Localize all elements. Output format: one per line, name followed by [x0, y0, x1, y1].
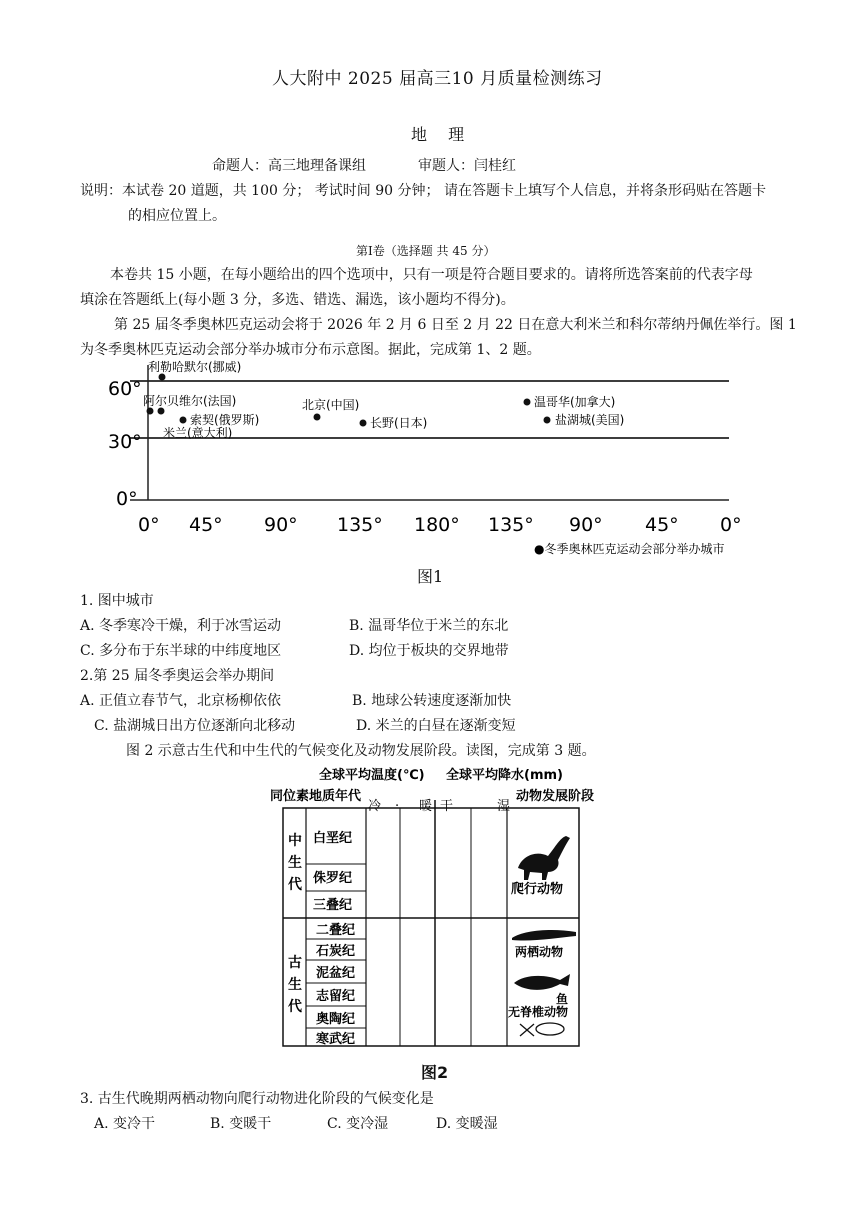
animal-label: 爬行动物: [511, 882, 564, 897]
q1-option-d[interactable]: D. 均位于板块的交界地带: [349, 643, 509, 659]
x-tick-label: 90°: [569, 514, 603, 536]
label-warm: 暖: [419, 799, 433, 814]
era-label: 代: [288, 999, 302, 1015]
city-label: 盐湖城(美国): [555, 413, 625, 427]
city-marker: [544, 417, 551, 424]
city-label: 阿尔贝维尔(法国): [143, 394, 237, 408]
q3-stem: 3. 古生代晚期两栖动物向爬行动物进化阶段的气候变化是: [80, 1091, 434, 1107]
city-marker: [159, 374, 166, 381]
q1-option-a[interactable]: A. 冬季寒冷干燥，利于冰雪运动: [80, 618, 282, 634]
q1-option-b[interactable]: B. 温哥华位于米兰的东北: [349, 618, 509, 634]
label-wet: 湿: [497, 799, 511, 814]
period-label: 侏罗纪: [313, 871, 353, 886]
city-marker: [524, 399, 531, 406]
city-marker: [147, 408, 154, 415]
header-precipitation: 全球平均降水(mm): [446, 768, 563, 783]
header-temperature: 全球平均温度(℃): [319, 768, 425, 783]
q2-option-d[interactable]: D. 米兰的白昼在逐渐变短: [356, 718, 516, 734]
figure-1-caption: 图1: [417, 567, 444, 586]
header-geologic-age: 同位素地质年代: [270, 789, 362, 804]
invertebrate-icon: [520, 1023, 564, 1036]
city-label: 长野(日本): [370, 416, 428, 430]
x-tick-label: 90°: [264, 514, 298, 536]
q3-option-b[interactable]: B. 变暖干: [210, 1116, 272, 1132]
figure-1-legend: ●冬季奥林匹克运动会部分举办城市: [534, 542, 725, 556]
page-title: 人大附中 2025 届高三10 月质量检测练习: [272, 69, 603, 89]
x-tick-label: 135°: [488, 514, 534, 536]
q1-stem: 1. 图中城市: [80, 593, 154, 609]
city-marker: [314, 414, 321, 421]
city-label: 米兰(意大利): [163, 426, 233, 440]
q3-option-d[interactable]: D. 变暖湿: [436, 1116, 498, 1132]
x-tick-label: 45°: [645, 514, 679, 536]
animal-label: 鱼: [556, 992, 569, 1006]
figure-2-caption: 图2: [421, 1063, 449, 1082]
label-dry: 干: [440, 799, 454, 814]
instructions-line-1: 说明：本试卷 20 道题，共 100 分； 考试时间 90 分钟； 请在答题卡上填写个人信息，并将条形码贴在答题卡: [80, 183, 766, 199]
period-label: 二叠纪: [316, 923, 356, 938]
svg-text:·: ·: [395, 799, 400, 814]
city-label: 索契(俄罗斯): [190, 413, 260, 427]
x-tick-label: 45°: [189, 514, 223, 536]
x-tick-label: 180°: [414, 514, 460, 536]
section-title: 第Ⅰ卷（选择题 共 45 分）: [356, 244, 496, 258]
city-label: 北京(中国): [302, 398, 360, 412]
y-tick-label: 60°: [108, 378, 142, 400]
subject-title: 地 理: [411, 125, 473, 144]
fish-icon: [514, 974, 570, 990]
period-label: 奥陶纪: [316, 1012, 356, 1027]
dinosaur-icon: [518, 836, 570, 880]
x-tick-label: 0°: [720, 514, 742, 536]
header-animal-stage: 动物发展阶段: [516, 789, 595, 804]
q2-option-c[interactable]: C. 盐湖城日出方位逐渐向北移动: [94, 718, 296, 734]
city-label: 利勒哈默尔(挪威): [148, 360, 242, 374]
y-tick-label: 0°: [116, 488, 138, 510]
q2-option-b[interactable]: B. 地球公转速度逐渐加快: [352, 693, 512, 709]
city-marker: [360, 420, 367, 427]
animal-label: 无脊椎动物: [508, 1005, 569, 1019]
q1-option-c[interactable]: C. 多分布于东半球的中纬度地区: [80, 643, 282, 659]
instructions-line-2: 的相应位置上。: [128, 208, 226, 224]
era-label: 代: [288, 877, 302, 893]
q2-stem: 2.第 25 届冬季奥运会举办期间: [80, 668, 275, 684]
authors: 命题人：高三地理备课组: [212, 158, 366, 174]
era-label: 中: [288, 833, 302, 849]
city-label: 温哥华(加拿大): [534, 395, 616, 409]
figure-2-chart: [0, 760, 867, 1090]
era-label: 古: [288, 955, 302, 971]
period-label: 白垩纪: [313, 831, 353, 846]
section-intro-1: 本卷共 15 小题，在每小题给出的四个选项中，只有一项是符合题目要求的。请将所选答案前的代表字母: [110, 267, 753, 283]
city-marker: [158, 408, 165, 415]
q2-option-a[interactable]: A. 正值立春节气，北京杨柳依依: [80, 693, 282, 709]
era-label: 生: [288, 855, 302, 871]
period-label: 志留纪: [316, 989, 356, 1004]
figure-1-map: [0, 355, 867, 565]
period-label: 寒武纪: [316, 1032, 356, 1047]
x-tick-label: 0°: [138, 514, 160, 536]
period-label: 石炭纪: [316, 944, 356, 959]
q3-option-a[interactable]: A. 变冷干: [94, 1116, 156, 1132]
period-label: 泥盆纪: [316, 966, 356, 981]
figure-2-intro: 图 2 示意古生代和中生代的气候变化及动物发展阶段。读图，完成第 3 题。: [126, 743, 596, 759]
q3-option-c[interactable]: C. 变冷湿: [327, 1116, 389, 1132]
context-line-1: 第 25 届冬季奥林匹克运动会将于 2026 年 2 月 6 日至 2 月 22 日在意大利米兰和科尔蒂纳丹佩佐举行。图 1: [114, 317, 797, 333]
y-tick-label: 30°: [108, 431, 142, 453]
era-label: 生: [288, 977, 302, 993]
animal-label: 两栖动物: [515, 945, 564, 959]
amphibian-icon: [512, 930, 576, 941]
city-marker: [180, 417, 187, 424]
x-tick-label: 135°: [337, 514, 383, 536]
section-intro-2: 填涂在答题纸上(每小题 3 分，多选、错选、漏选，该小题均不得分)。: [80, 292, 515, 308]
period-label: 三叠纪: [313, 898, 353, 913]
context-line-2: 为冬季奥林匹克运动会部分举办城市分布示意图。据此，完成第 1、2 题。: [80, 342, 541, 358]
label-cold: 冷: [368, 799, 382, 814]
reviewer: 审题人：闫桂红: [418, 158, 516, 174]
